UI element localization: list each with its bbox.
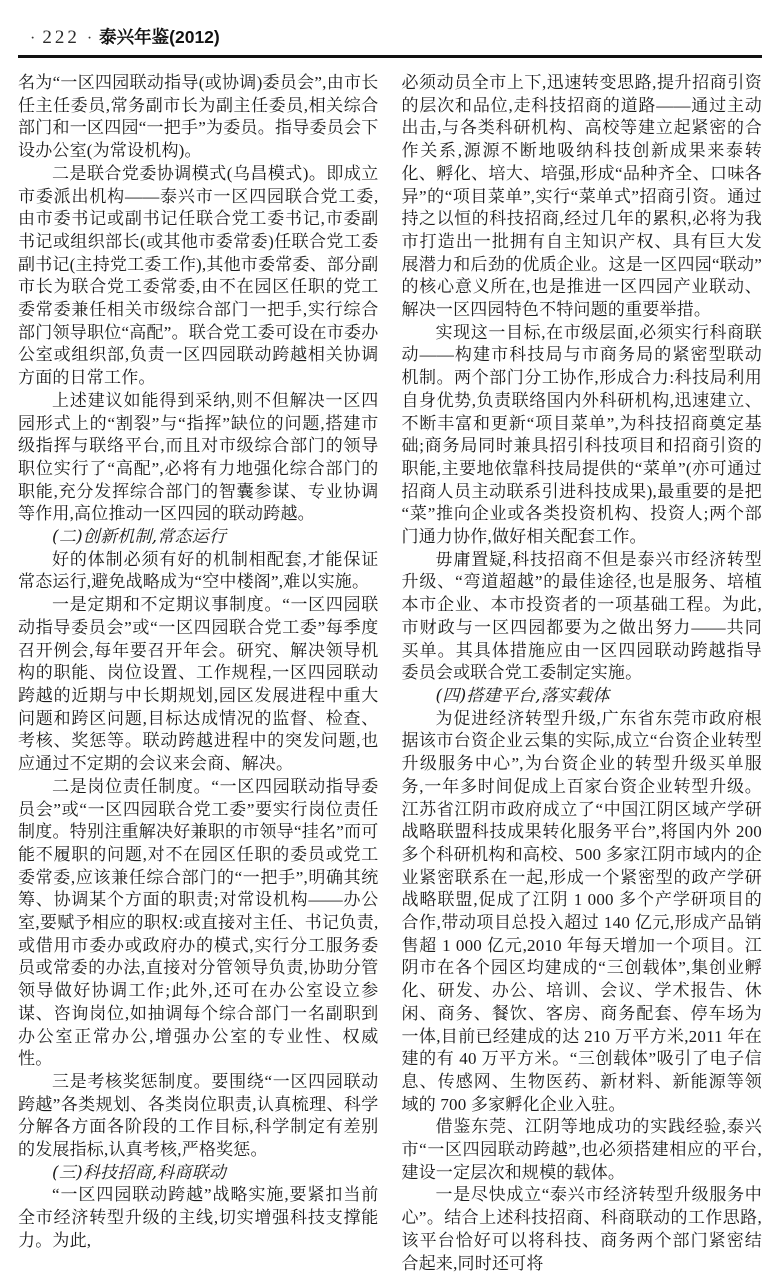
paragraph: 上述建议如能得到采纳,则不但解决一区四园形式上的“割裂”与“指挥”缺位的问题,搭建市级指挥与联络平台,而且对市级综合部门的领导职位实行了“高配”,必将有力地强化综合部门的职能,充分发挥综合部门的智囊参谋、专业协调等作用,高位推动一区四园的联动跨越。 xyxy=(18,390,379,524)
paragraph: 必须动员全市上下,迅速转变思路,提升招商引资的层次和品位,走科技招商的道路——通过主动出击,与各类科研机构、高校等建立起紧密的合作关系,源源不断地吸纳科技创新成果来泰转化、孵化、培大、培强,形成“品种齐全、口味各异”的“项目菜单”,实行“菜单式”招商引资。通过持之以恒的科技招商,经过几年的累积,必将为我市打造出一批拥有自主知识产权、具有巨大发展潜力和后劲的优质企业。这是一区四园“联动”的核心意义所在,也是推进一区四园产业联动、解决一区四园特色不特问题的重要举措。 xyxy=(401,73,762,320)
paragraph: 名为“一区四园联动指导(或协调)委员会”,由市长任主任委员,常务副市长为副主任委员,相关综合部门和一区四园“一把手”为委员。指导委员会下设办公室(为常设机构)。 xyxy=(18,73,379,161)
header-rule xyxy=(18,55,762,58)
section-heading: (三)科技招商,科商联动 xyxy=(52,1162,227,1183)
paragraph: 二是联合党委协调模式(乌昌模式)。即成立市委派出机构——泰兴市一区四园联合党工委,由市委书记或副书记任联合党工委书记,市委副书记或组织部长(或其他市委常委)任联合党工委副书记(主持党工委工作),其他市委常委、部分副市长为联合党工委常委,由不在园区任职的党工委常委兼任相关市级综合部门一把手,实行综合部门领导职位“高配”。联合党工委可设在市委办公室或组织部,负责一区四园联动跨越相关协调方面的日常工作。 xyxy=(18,163,379,388)
header-dot-mid: · xyxy=(86,30,93,47)
left-column xyxy=(18,72,379,1275)
page-number: 222 xyxy=(42,27,80,48)
section-heading: (四)搭建平台,落实载体 xyxy=(435,685,610,706)
paragraph: “一区四园联动跨越”战略实施,要紧扣当前全市经济转型升级的主线,切实增强科技支撑能力。为此, xyxy=(18,1185,379,1250)
paragraph: 一是尽快成立“泰兴市经济转型升级服务中心”。结合上述科技招商、科商联动的工作思路,该平台恰好可以将科技、商务两个部门紧密结合起来,同时还可将 xyxy=(401,1185,762,1273)
paragraph: 三是考核奖惩制度。要围绕“一区四园联动跨越”各类规划、各类岗位职责,认真梳理、科学分解各方面各阶段的工作目标,科学制定有差别的发展指标,认真考核,严格奖惩。 xyxy=(18,1071,379,1160)
section-heading: (二)创新机制,常态运行 xyxy=(52,527,227,548)
header-dot-left: · xyxy=(30,30,36,47)
paragraph: 一是定期和不定期议事制度。“一区四园联动指导委员会”或“一区四园联合党工委”每季度召开例会,每年要召开年会。研究、解决领导机构的职能、岗位设置、工作规程,一区四园联动跨越的近期与中长期规划,园区发展进程中重大问题和跨区问题,目标达成情况的监督、检查、考核、奖惩等。联动跨越进程中的突发问题,也应通过不定期的会议来会商、解决。 xyxy=(18,595,379,774)
paragraph: 好的体制必须有好的机制相配套,才能保证常态运行,避免战略成为“空中楼阁”,难以实施。 xyxy=(18,549,379,592)
right-column xyxy=(402,72,763,1275)
paragraph: 为促进经济转型升级,广东省东莞市政府根据该市台资企业云集的实际,成立“台资企业转型升级服务中心”,为台资企业的转型升级买单服务,一年多时间促成上百家台资企业转型升级。江苏省江阴市政府成立了“中国江阴区域产学研战略联盟科技成果转化服务平台”,将国内外 200 多个科研机构和高校、500 多家江阴市域内的企业紧密联系在一起,形成一个紧密型的政产学研战略联盟,促成了江阴 1 000 多个产学研项目的合作,带动项目总投入超过 140 亿元,形成产品销售超 1 000 亿元,2010 年每天增加一个项目。江阴市在各个园区均建成的“三创载体”,集创业孵化、研发、办公、培训、会议、学术报告、休闲、商务、餐饮、客房、商务配套、停车场为一体,目前已经建成的达 210 万平方米,2011 年在建的有 40 万平方米。“三创载体”吸引了电子信息、传感网、生物医药、新材料、新能源等领域的 700 多家孵化企业入驻。 xyxy=(401,708,762,1114)
paragraph: 毋庸置疑,科技招商不但是泰兴市经济转型升级、“弯道超越”的最佳途径,也是服务、培植本市企业、本市投资者的一项基础工程。为此,市财政与一区四园都要为之做出努力——共同买单。其具体措施应由一区四园联动跨越指导委员会或联合党工委制定实施。 xyxy=(401,549,762,683)
text-columns xyxy=(18,72,762,1275)
page-header xyxy=(18,24,762,49)
paragraph: 二是岗位责任制度。“一区四园联动指导委员会”或“一区四园联合党工委”要实行岗位责任制度。特别注重解决好兼职的市领导“挂名”而可能不履职的问题,对不在园区任职的委员或党工委常委,应该兼任综合部门的“一把手”,明确其统筹、协调某个方面的职责;对常设机构——办公室,要赋予相应的职权:或直接对主任、书记负责,或借用市委办或政府办的模式,实行分工服务委员或常委的办法,直接对分管领导负责,协助分管领导做好协调工作;此外,还可在办公室设立参谋、咨询岗位,如抽调每个综合部门一名副职到办公室正常办公,增强办公室的专业性、权威性。 xyxy=(18,776,379,1069)
paragraph: 借鉴东莞、江阴等地成功的实践经验,泰兴市“一区四园联动跨越”,也必须搭建相应的平台,建设一定层次和规模的载体。 xyxy=(401,1117,762,1182)
paragraph: 实现这一目标,在市级层面,必须实行科商联动——构建市科技局与市商务局的紧密型联动机制。两个部门分工协作,形成合力:科技局利用自身优势,负责联络国内外科研机构,迅速建立、不断丰富和更新“项目菜单”,为科技招商奠定基础;商务局同时兼具招引科技项目和招商引资的职能,主要地依靠科技局提供的“菜单”(亦可通过招商人员主动联系引进科技成果),最重要的是把“菜”推向企业或各类投资机构、投资人;两个部门通力协作,做好相关配套工作。 xyxy=(401,322,762,547)
yearbook-title: 泰兴年鉴(2012) xyxy=(99,27,220,47)
